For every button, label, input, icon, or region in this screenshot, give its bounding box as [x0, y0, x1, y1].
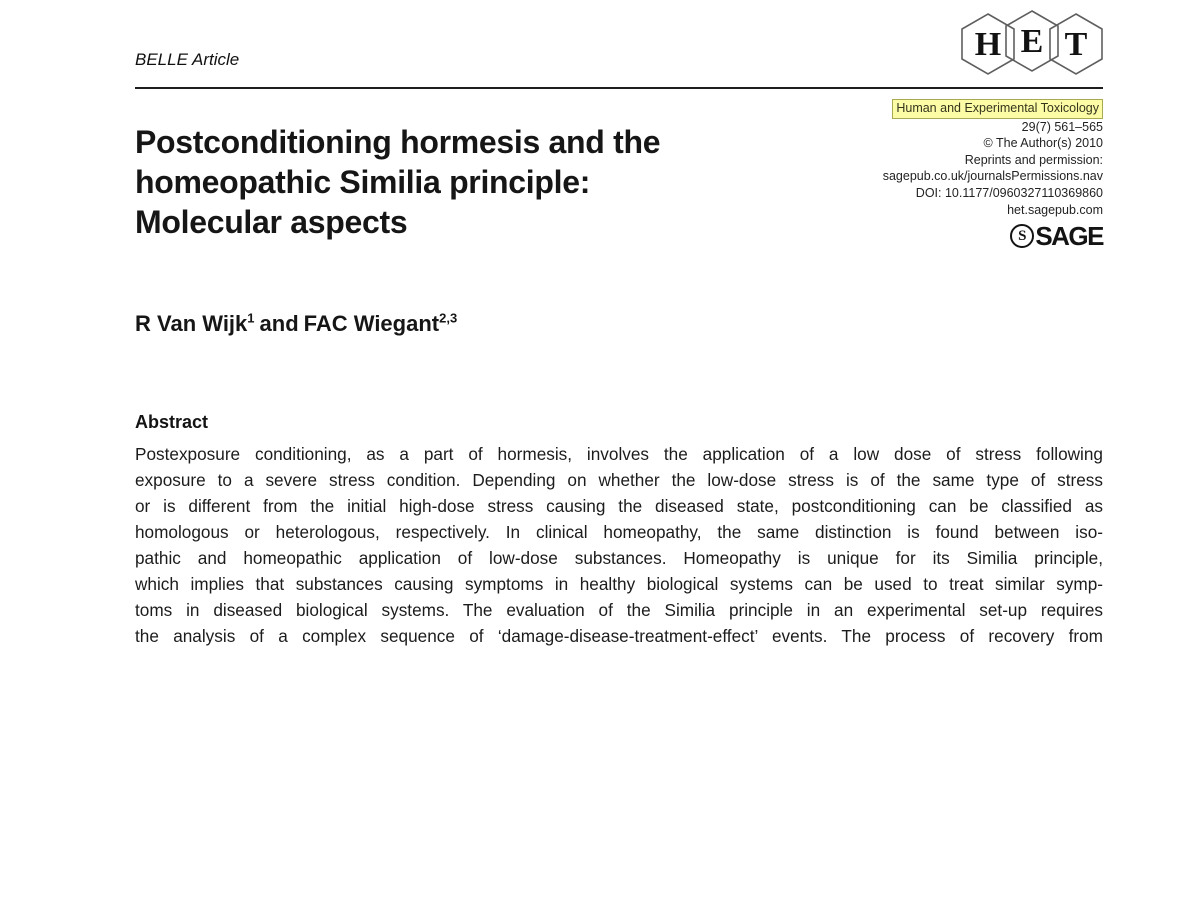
abstract-section: [135, 412, 1103, 649]
abstract-line-4: homologous or heterologous, respectively. In clinical homeopathy, the same distinction is found between iso-: [135, 522, 1103, 542]
title-line-2: homeopathic Similia principle:: [135, 164, 591, 200]
header-rule: [135, 87, 1103, 89]
abstract-line-3: or is different from the initial high-dose stress causing the diseased state, postconditioning can be classified as: [135, 496, 1103, 516]
author-2-name: FAC Wiegant: [303, 311, 440, 336]
abstract-line-2: exposure to a severe stress condition. Depending on whether the low-dose stress is of the same type of stress: [135, 470, 1103, 490]
sage-circle-s-icon: S: [1010, 224, 1034, 248]
author-1-affiliation-sup: 1: [247, 310, 255, 326]
article-title: [135, 122, 835, 242]
author-1-name: R Van Wijk: [135, 311, 248, 336]
title-line-3: Molecular aspects: [135, 204, 408, 240]
doi-line: DOI: 10.1177/0960327110369860: [915, 185, 1103, 200]
abstract-line-8: the analysis of a complex sequence of ‘damage-disease-treatment-effect’ events. The process of recovery from: [135, 626, 1103, 646]
abstract-line-5: pathic and homeopathic application of low-dose substances. Homeopathy is unique for its Similia principle,: [135, 548, 1103, 568]
logo-letter-e: E: [1020, 23, 1044, 60]
article-type-label: BELLE Article: [135, 50, 240, 69]
abstract-line-1: Postexposure conditioning, as a part of hormesis, involves the application of a low dose of stress following: [135, 444, 1103, 464]
journal-name-link[interactable]: Human and Experimental Toxicology: [892, 99, 1103, 119]
sage-logo: [883, 220, 1103, 251]
issue-pages: 29(7) 561–565: [1021, 119, 1103, 134]
het-journal-logo: [961, 9, 1103, 77]
journal-url-link[interactable]: het.sagepub.com: [1007, 202, 1103, 217]
publication-info-block: [882, 99, 1103, 251]
permissions-url-link[interactable]: sagepub.co.uk/journalsPermissions.nav: [882, 169, 1103, 184]
copyright-line: © The Author(s) 2010: [983, 136, 1103, 151]
abstract-heading: Abstract: [135, 412, 209, 432]
abstract-line-7: toms in diseased biological systems. The evaluation of the Similia principle in an experimental set-up requires: [135, 600, 1103, 620]
sage-wordmark: SAGE: [1035, 220, 1103, 251]
logo-letter-h: H: [974, 26, 1002, 63]
reprints-label: Reprints and permission:: [964, 152, 1103, 167]
abstract-line-6: which implies that substances causing symptoms in healthy biological systems can be used to treat similar symp-: [135, 574, 1103, 594]
title-line-1: Postconditioning hormesis and the: [135, 124, 661, 160]
logo-letter-t: T: [1064, 26, 1088, 63]
author-2-affiliation-sup: 2,3: [439, 310, 458, 326]
authors-connector: and: [259, 311, 299, 336]
authors-line: [135, 311, 457, 337]
